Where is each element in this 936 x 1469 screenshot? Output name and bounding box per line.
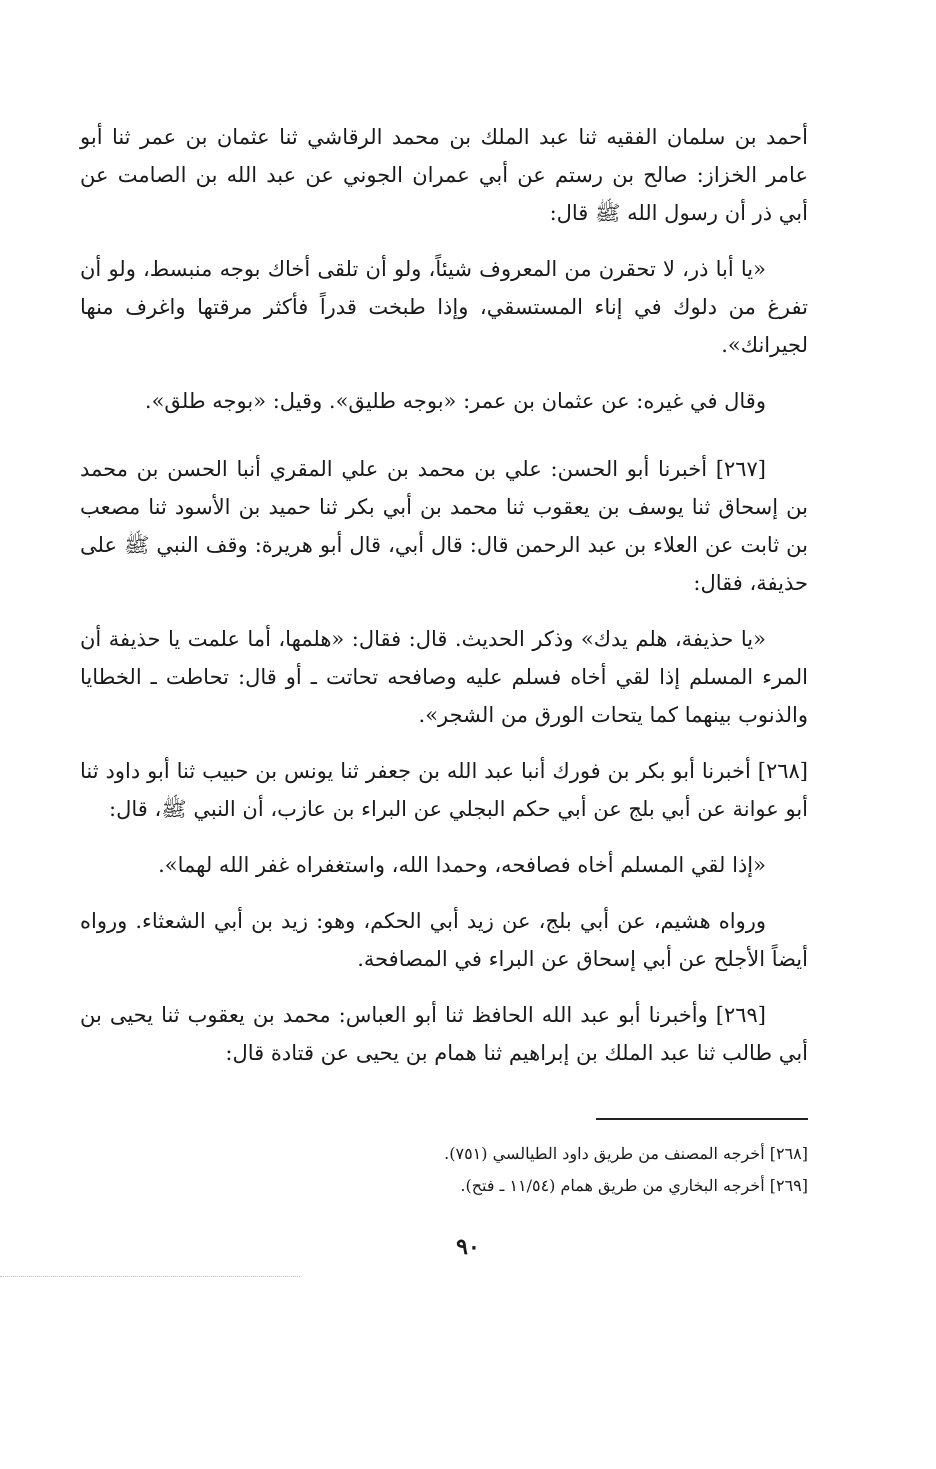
paragraph-report-269: [٢٦٩] وأخبرنا أبو عبد الله الحافظ ثنا أبو العباس: محمد بن يعقوب ثنا يحيى بن أبي طالب ثنا عبد الملك بن إبراهيم ثنا همام بن يحيى عن قتادة قال: [80, 1003, 808, 1065]
paragraph-isnad-intro: أحمد بن سلمان الفقيه ثنا عبد الملك بن محمد الرقاشي ثنا عثمان بن عمر ثنا أبو عامر الخزاز: صالح بن رستم عن أبي عمران الجوني عن عبد الله بن الصامت عن أبي ذر أن رسول الله ﷺ قال: [80, 125, 808, 225]
paragraph-hadith-bara: «إذا لقي المسلم أخاه فصافحه، وحمدا الله، واستغفراه غفر الله لهما». [158, 853, 766, 877]
footnote-269: [٢٦٩] أخرجه البخاري من طريق همام (١١/٥٤ ـ فتح). [460, 1176, 808, 1195]
footnote-divider [596, 1118, 808, 1120]
scan-artifact [0, 1276, 300, 1277]
paragraph-variant-note: وقال في غيره: عن عثمان بن عمر: «بوجه طليق». وقيل: «بوجه طلق». [144, 389, 766, 413]
paragraph-hadith-abu-dharr: «يا أبا ذر، لا تحقرن من المعروف شيئاً، ولو أن تلقى أخاك بوجه منبسط، ولو أن تفرغ من دلوك في إناء المستسقي، وإذا طبخت قدراً فأكثر مرقتها واغرف منها لجيرانك». [80, 257, 808, 357]
paragraph-report-267: [٢٦٧] أخبرنا أبو الحسن: علي بن محمد بن علي المقري أنبا الحسن بن محمد بن إسحاق ثنا يوسف بن يعقوب ثنا محمد بن أبي بكر ثنا حميد بن الأسود ثنا مصعب بن ثابت عن العلاء بن عبد الرحمن قال: قال أبي، قال أبو هريرة: وقف النبي ﷺ على حذيفة، فقال: [80, 457, 808, 595]
paragraph-narration-hushaym: ورواه هشيم، عن أبي بلج، عن زيد أبي الحكم، وهو: زيد بن أبي الشعثاء. ورواه أيضاً الأجلح عن أبي إسحاق عن البراء في المصافحة. [80, 909, 808, 971]
page-number: ٩٠ [456, 1234, 480, 1260]
paragraph-hadith-hudhayfa: «يا حذيفة، هلم يدك» وذكر الحديث. قال: فقال: «هلمها، أما علمت يا حذيفة أن المرء المسلم إذا لقي أخاه فسلم عليه وصافحه تحاتت ـ أو قال: تحاطت ـ الخطايا والذنوب بينهما كما يتحات الورق من الشجر». [80, 627, 808, 727]
footnote-268: [٢٦٨] أخرجه المصنف من طريق داود الطيالسي (٧٥١). [444, 1144, 808, 1163]
main-text [80, 118, 808, 1090]
paragraph-report-268: [٢٦٨] أخبرنا أبو بكر بن فورك أنبا عبد الله بن جعفر ثنا يونس بن حبيب ثنا أبو داود ثنا أبو عوانة عن أبي بلج عن أبي حكم البجلي عن البراء بن عازب، أن النبي ﷺ، قال: [80, 759, 808, 821]
footnotes [380, 1138, 808, 1202]
